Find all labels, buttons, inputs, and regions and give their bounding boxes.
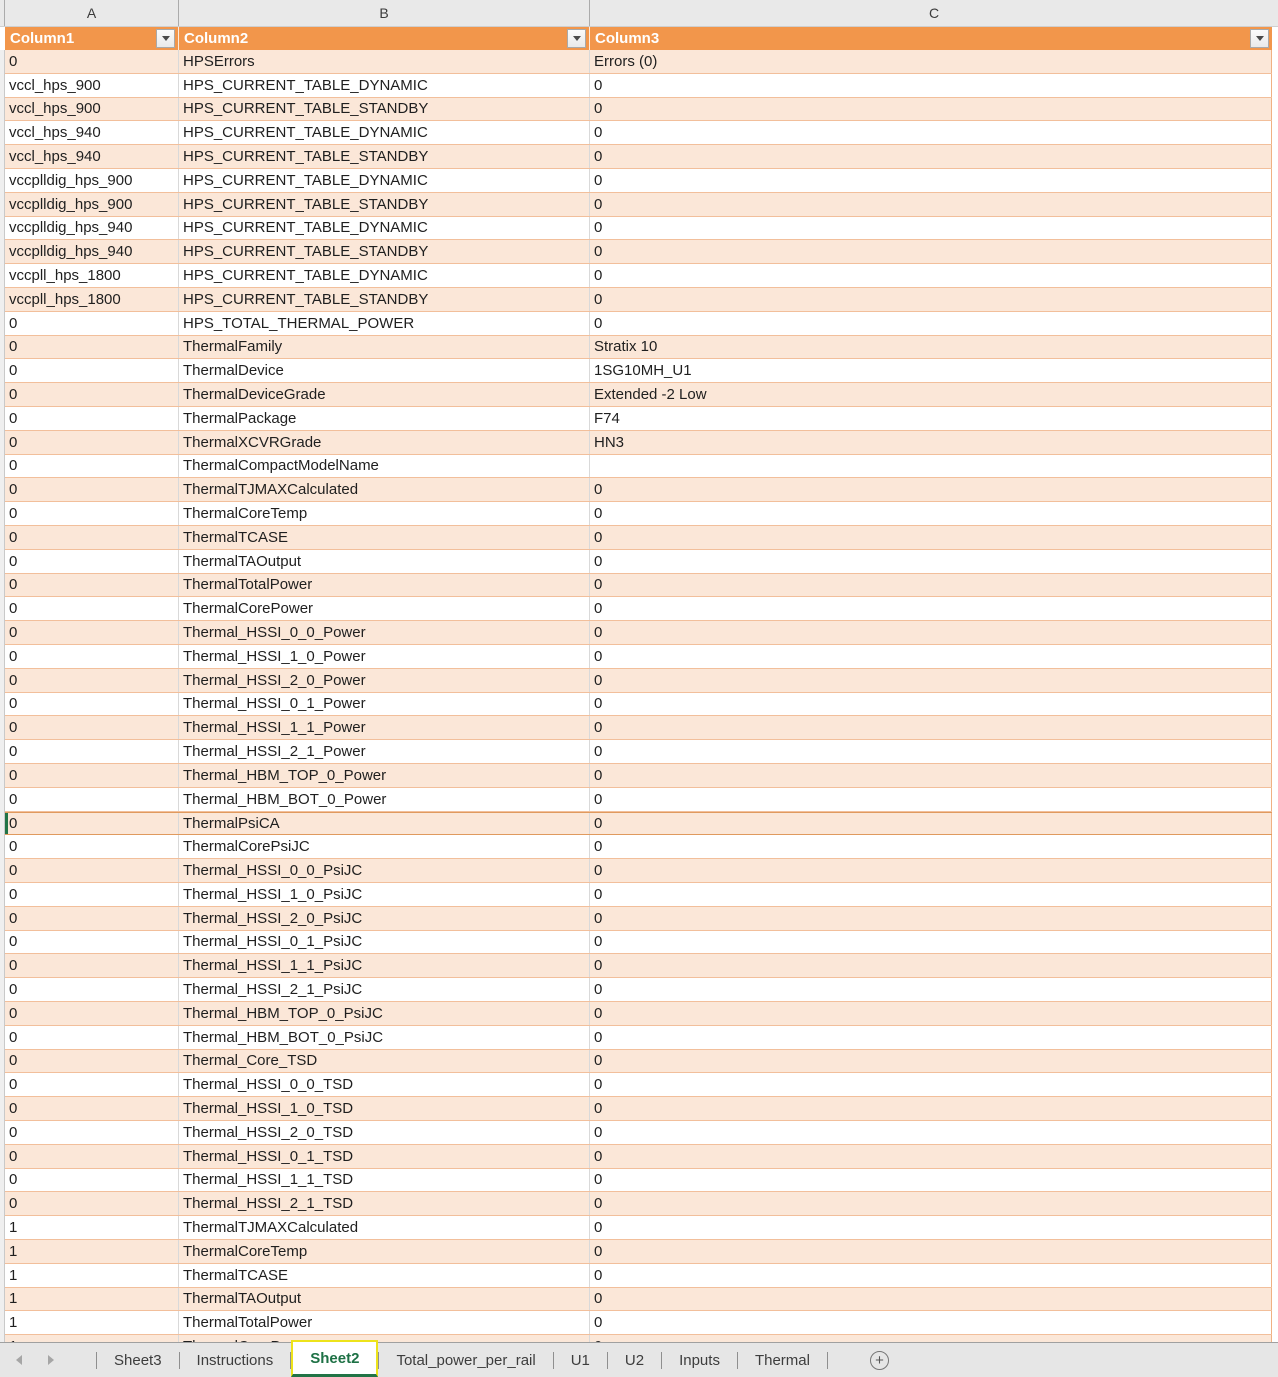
cell[interactable]: 0	[590, 954, 1272, 977]
table-row	[5, 1121, 1272, 1145]
cell[interactable]: 1	[5, 1216, 179, 1239]
cell[interactable]: Thermal_HSSI_2_0_Power	[179, 669, 590, 692]
table-header-column1-label: Column1	[10, 30, 75, 47]
table-header-column2[interactable]	[179, 27, 590, 50]
column-letter-c[interactable]: C	[928, 5, 940, 21]
filter-dropdown-button-column1[interactable]	[156, 29, 175, 48]
table-row	[5, 431, 1272, 455]
cell[interactable]: 0	[590, 502, 1272, 525]
cell[interactable]: vccl_hps_940	[5, 145, 179, 168]
cell[interactable]: HPS_CURRENT_TABLE_STANDBY	[179, 145, 590, 168]
cell[interactable]: 1	[5, 1311, 179, 1334]
cell[interactable]: 0	[5, 455, 179, 478]
cell[interactable]: Thermal_Core_TSD	[179, 1050, 590, 1073]
table-row	[5, 383, 1272, 407]
cell[interactable]: HPS_CURRENT_TABLE_STANDBY	[179, 240, 590, 263]
table-row	[5, 1097, 1272, 1121]
cell[interactable]: 0	[590, 788, 1272, 811]
sheet-tab-bar	[0, 1342, 1278, 1377]
table-row	[5, 978, 1272, 1002]
cell[interactable]: Thermal_HBM_BOT_0_Power	[179, 788, 590, 811]
filter-dropdown-button-column2[interactable]	[567, 29, 586, 48]
cell[interactable]: vccl_hps_900	[5, 98, 179, 121]
cell[interactable]: vccplldig_hps_900	[5, 169, 179, 192]
table-header-column1[interactable]	[5, 27, 179, 50]
cell[interactable]: 0	[5, 693, 179, 716]
column-letter-b[interactable]: B	[179, 0, 590, 26]
sheet-tab-thermal[interactable]: Thermal	[754, 1351, 810, 1369]
cell[interactable]: Thermal_HSSI_0_0_TSD	[179, 1073, 590, 1096]
table-header-row	[5, 27, 1272, 50]
cell[interactable]: 0	[590, 1192, 1272, 1215]
tab-scroll-controls	[0, 1343, 96, 1377]
table-row	[5, 217, 1272, 241]
table-row	[5, 621, 1272, 645]
cell[interactable]: 0	[590, 1311, 1272, 1334]
filter-arrow-icon	[573, 36, 581, 41]
cell[interactable]: 0	[5, 859, 179, 882]
cell[interactable]: 0	[5, 978, 179, 1001]
cell[interactable]: 0	[5, 621, 179, 644]
cell[interactable]: 0	[5, 1121, 179, 1144]
cell[interactable]: 0	[590, 121, 1272, 144]
cell[interactable]: 0	[5, 716, 179, 739]
cell[interactable]: vccpll_hps_1800	[5, 288, 179, 311]
cell[interactable]: 0	[590, 1264, 1272, 1287]
cell[interactable]: 0	[590, 1288, 1272, 1311]
cell[interactable]: ThermalTotalPower	[179, 1311, 590, 1334]
cell[interactable]: 0	[5, 1026, 179, 1049]
cell[interactable]: 0	[5, 1192, 179, 1215]
table-row	[5, 407, 1272, 431]
cell[interactable]: ThermalDevice	[179, 359, 590, 382]
cell[interactable]: 0	[5, 931, 179, 954]
table-row	[5, 574, 1272, 598]
cell[interactable]: HPS_CURRENT_TABLE_DYNAMIC	[179, 169, 590, 192]
cell[interactable]: 0	[590, 978, 1272, 1001]
cell[interactable]: Thermal_HSSI_2_1_Power	[179, 740, 590, 763]
sheet-tab-total_power_per_rail[interactable]: Total_power_per_rail	[396, 1351, 536, 1369]
cell[interactable]: 0	[590, 217, 1272, 240]
filter-arrow-icon	[162, 36, 170, 41]
cell[interactable]: Thermal_HSSI_2_0_PsiJC	[179, 907, 590, 930]
cell[interactable]: 0	[5, 1169, 179, 1192]
cell[interactable]: 0	[5, 788, 179, 811]
table-row	[5, 1073, 1272, 1097]
sheet-tabs	[96, 1343, 828, 1377]
table-row	[5, 359, 1272, 383]
cell[interactable]: 0	[5, 645, 179, 668]
sheet-tab-inputs[interactable]: Inputs	[679, 1351, 720, 1369]
cell[interactable]: 0	[590, 74, 1272, 97]
cell[interactable]: ThermalTCASE	[179, 526, 590, 549]
cell[interactable]: 0	[590, 1097, 1272, 1120]
table-header-column3[interactable]	[590, 27, 1272, 50]
table-row	[5, 788, 1272, 812]
cell[interactable]: HPS_CURRENT_TABLE_DYNAMIC	[179, 264, 590, 287]
cell[interactable]: 0	[590, 1240, 1272, 1263]
table-row	[5, 455, 1272, 479]
cell[interactable]: 0	[590, 835, 1272, 858]
table-row	[5, 193, 1272, 217]
cell[interactable]: Errors (0)	[590, 50, 1272, 73]
cell[interactable]: 0	[590, 145, 1272, 168]
cell[interactable]: ThermalCoreTemp	[179, 1240, 590, 1263]
cell[interactable]: 0	[5, 883, 179, 906]
table-row	[5, 169, 1272, 193]
cell[interactable]: 0	[5, 1073, 179, 1096]
table-row	[5, 1288, 1272, 1312]
cell[interactable]: 0	[590, 931, 1272, 954]
table-row	[5, 98, 1272, 122]
cell[interactable]: ThermalFamily	[179, 336, 590, 359]
table-row	[5, 288, 1272, 312]
table-row	[5, 121, 1272, 145]
cell[interactable]: ThermalTotalPower	[179, 574, 590, 597]
plus-icon: +	[875, 1351, 884, 1369]
cell[interactable]: Thermal_HBM_TOP_0_PsiJC	[179, 1002, 590, 1025]
cell[interactable]: HPS_CURRENT_TABLE_STANDBY	[179, 98, 590, 121]
cell[interactable]: 0	[5, 312, 179, 335]
cell[interactable]: ThermalTJMAXCalculated	[179, 478, 590, 501]
cell[interactable]: ThermalPackage	[179, 407, 590, 430]
table-row	[5, 835, 1272, 859]
cell[interactable]: Thermal_HSSI_2_1_TSD	[179, 1192, 590, 1215]
table-header-column2-label: Column2	[184, 30, 249, 47]
table-row	[5, 693, 1272, 717]
cell[interactable]: 0	[590, 193, 1272, 216]
table-row	[5, 859, 1272, 883]
new-sheet-button[interactable]	[870, 1351, 889, 1370]
cell[interactable]: Thermal_HSSI_1_1_PsiJC	[179, 954, 590, 977]
cell[interactable]: vccl_hps_940	[5, 121, 179, 144]
cell[interactable]: 0	[5, 954, 179, 977]
table-row	[5, 550, 1272, 574]
cell[interactable]: ThermalCorePsiJC	[179, 835, 590, 858]
cell[interactable]: 0	[590, 264, 1272, 287]
cell[interactable]: 0	[590, 240, 1272, 263]
table-row	[5, 931, 1272, 955]
table-row	[5, 145, 1272, 169]
cell[interactable]: 1	[5, 1264, 179, 1287]
cell[interactable]: Stratix 10	[590, 336, 1272, 359]
table-row	[5, 812, 1272, 836]
cell[interactable]: 0	[590, 478, 1272, 501]
cell[interactable]: Thermal_HSSI_2_0_TSD	[179, 1121, 590, 1144]
cell[interactable]: F74	[590, 407, 1272, 430]
cell[interactable]: 0	[590, 740, 1272, 763]
table-row	[5, 1240, 1272, 1264]
cell[interactable]: 0	[590, 169, 1272, 192]
cell[interactable]	[590, 455, 1272, 478]
sheet-tab-u1[interactable]: U1	[570, 1351, 590, 1369]
table-row	[5, 764, 1272, 788]
cell[interactable]: 1	[5, 1288, 179, 1311]
cell[interactable]: 0	[590, 645, 1272, 668]
cell[interactable]: Thermal_HSSI_0_1_Power	[179, 693, 590, 716]
table-row	[5, 1169, 1272, 1193]
cell[interactable]: HPS_TOTAL_THERMAL_POWER	[179, 312, 590, 335]
cell[interactable]: 0	[590, 669, 1272, 692]
cell[interactable]: HN3	[590, 431, 1272, 454]
table-row	[5, 502, 1272, 526]
cell[interactable]: 0	[590, 550, 1272, 573]
cell[interactable]: vccl_hps_900	[5, 74, 179, 97]
table-row	[5, 883, 1272, 907]
cell[interactable]: 0	[5, 835, 179, 858]
column-letter-a[interactable]: A	[5, 0, 179, 26]
cell[interactable]: 0	[590, 288, 1272, 311]
cell[interactable]: 0	[5, 526, 179, 549]
sheet-tab-instructions[interactable]: Instructions	[196, 1351, 274, 1369]
cell[interactable]: Thermal_HSSI_1_1_TSD	[179, 1169, 590, 1192]
cell[interactable]: 0	[590, 1169, 1272, 1192]
cell[interactable]: 0	[590, 1026, 1272, 1049]
cell[interactable]: ThermalTAOutput	[179, 1288, 590, 1311]
cell[interactable]: ThermalPsiCA	[179, 813, 590, 835]
cell[interactable]: 0	[5, 1050, 179, 1073]
cell[interactable]: 0	[590, 813, 1272, 835]
cell[interactable]: 0	[5, 478, 179, 501]
cell[interactable]: 0	[590, 574, 1272, 597]
cell[interactable]: 0	[590, 526, 1272, 549]
cell[interactable]: 0	[5, 383, 179, 406]
cell[interactable]: 0	[5, 740, 179, 763]
table-row	[5, 716, 1272, 740]
cell[interactable]: HPS_CURRENT_TABLE_DYNAMIC	[179, 217, 590, 240]
cell[interactable]: Extended -2 Low	[590, 383, 1272, 406]
table-row	[5, 312, 1272, 336]
table-row	[5, 1311, 1272, 1335]
column-letter-row	[0, 0, 1278, 27]
filter-arrow-icon	[1256, 36, 1264, 41]
cell[interactable]: Thermal_HSSI_1_0_TSD	[179, 1097, 590, 1120]
table-row	[5, 1264, 1272, 1288]
table-row	[5, 669, 1272, 693]
cell[interactable]: 0	[590, 1050, 1272, 1073]
table-row	[5, 907, 1272, 931]
table-row	[5, 740, 1272, 764]
cell[interactable]: 0	[5, 1097, 179, 1120]
cell[interactable]: 0	[590, 1121, 1272, 1144]
cell[interactable]: ThermalCompactModelName	[179, 455, 590, 478]
cell[interactable]: 0	[590, 312, 1272, 335]
cell[interactable]: HPSErrors	[179, 50, 590, 73]
cell[interactable]: 0	[5, 336, 179, 359]
cell[interactable]: ThermalTAOutput	[179, 550, 590, 573]
filter-dropdown-button-column3[interactable]	[1250, 29, 1269, 48]
cell[interactable]: 0	[590, 597, 1272, 620]
cell[interactable]: vccplldig_hps_900	[5, 193, 179, 216]
cell[interactable]: vccplldig_hps_940	[5, 240, 179, 263]
cell[interactable]: 0	[590, 907, 1272, 930]
cell[interactable]: 0	[5, 502, 179, 525]
cell[interactable]: 0	[5, 669, 179, 692]
cell[interactable]: 0	[5, 597, 179, 620]
cell[interactable]: HPS_CURRENT_TABLE_STANDBY	[179, 288, 590, 311]
cell[interactable]: Thermal_HSSI_0_1_TSD	[179, 1145, 590, 1168]
cell[interactable]: 0	[5, 431, 179, 454]
table-row	[5, 478, 1272, 502]
table-row	[5, 526, 1272, 550]
sheet-tab-u2[interactable]: U2	[624, 1351, 645, 1369]
table-row	[5, 1026, 1272, 1050]
cell[interactable]: Thermal_HSSI_1_0_PsiJC	[179, 883, 590, 906]
cell[interactable]: Thermal_HSSI_0_0_Power	[179, 621, 590, 644]
tab-scroll-right-button[interactable]	[48, 1355, 54, 1365]
cell[interactable]: 0	[590, 98, 1272, 121]
sheet-tab-sheet3[interactable]: Sheet3	[114, 1351, 162, 1369]
cell[interactable]: 0	[590, 621, 1272, 644]
cell[interactable]: 0	[590, 883, 1272, 906]
cell[interactable]: ThermalTJMAXCalculated	[179, 1216, 590, 1239]
table-row	[5, 74, 1272, 98]
cell[interactable]: ThermalTCASE	[179, 1264, 590, 1287]
cell[interactable]: 0	[5, 907, 179, 930]
cell[interactable]: 0	[5, 550, 179, 573]
cell[interactable]: Thermal_HSSI_1_1_Power	[179, 716, 590, 739]
cell[interactable]: Thermal_HSSI_0_0_PsiJC	[179, 859, 590, 882]
table-row	[5, 50, 1272, 74]
cell[interactable]: vccpll_hps_1800	[5, 264, 179, 287]
table-row	[5, 336, 1272, 360]
cell[interactable]: 0	[5, 574, 179, 597]
cell[interactable]: 0	[590, 764, 1272, 787]
cell[interactable]: Thermal_HSSI_1_0_Power	[179, 645, 590, 668]
tab-scroll-left-button[interactable]	[16, 1355, 22, 1365]
table-row	[5, 240, 1272, 264]
cell[interactable]: 0	[5, 359, 179, 382]
cell[interactable]: 0	[5, 764, 179, 787]
cell[interactable]: 0	[5, 407, 179, 430]
table-row	[5, 645, 1272, 669]
table-row	[5, 597, 1272, 621]
tab-separator	[827, 1352, 828, 1369]
cell[interactable]: Thermal_HBM_TOP_0_Power	[179, 764, 590, 787]
cell[interactable]: 0	[590, 1216, 1272, 1239]
table-row	[5, 1216, 1272, 1240]
cell[interactable]: 0	[5, 50, 179, 73]
table-header-column3-label: Column3	[595, 30, 660, 47]
cell[interactable]: 0	[590, 1073, 1272, 1096]
cell[interactable]: ThermalXCVRGrade	[179, 431, 590, 454]
cell[interactable]: HPS_CURRENT_TABLE_DYNAMIC	[179, 74, 590, 97]
cell[interactable]: HPS_CURRENT_TABLE_STANDBY	[179, 193, 590, 216]
cell[interactable]: ThermalDeviceGrade	[179, 383, 590, 406]
sheet-tab-sheet2[interactable]: Sheet2	[291, 1340, 378, 1377]
table-row	[5, 1050, 1272, 1074]
cell[interactable]: 0	[590, 859, 1272, 882]
cell[interactable]: Thermal_HSSI_2_1_PsiJC	[179, 978, 590, 1001]
cell[interactable]: 1SG10MH_U1	[590, 359, 1272, 382]
cell[interactable]: Thermal_HBM_BOT_0_PsiJC	[179, 1026, 590, 1049]
cell[interactable]: 0	[590, 693, 1272, 716]
cell[interactable]: 0	[5, 813, 179, 835]
cell[interactable]: ThermalCorePower	[179, 597, 590, 620]
cell[interactable]: 0	[590, 1002, 1272, 1025]
cell[interactable]: vccplldig_hps_940	[5, 217, 179, 240]
data-grid	[0, 50, 1278, 1342]
table-row	[5, 1145, 1272, 1169]
cell[interactable]: ThermalCoreTemp	[179, 502, 590, 525]
cell[interactable]: Thermal_HSSI_0_1_PsiJC	[179, 931, 590, 954]
cell[interactable]: 0	[5, 1145, 179, 1168]
cell[interactable]: 0	[590, 1145, 1272, 1168]
table-row	[5, 1002, 1272, 1026]
cell[interactable]: 1	[5, 1240, 179, 1263]
table-row	[5, 954, 1272, 978]
table-row	[5, 1192, 1272, 1216]
cell[interactable]: HPS_CURRENT_TABLE_DYNAMIC	[179, 121, 590, 144]
cell[interactable]: 0	[5, 1002, 179, 1025]
table-row	[5, 264, 1272, 288]
cell[interactable]: 0	[590, 716, 1272, 739]
